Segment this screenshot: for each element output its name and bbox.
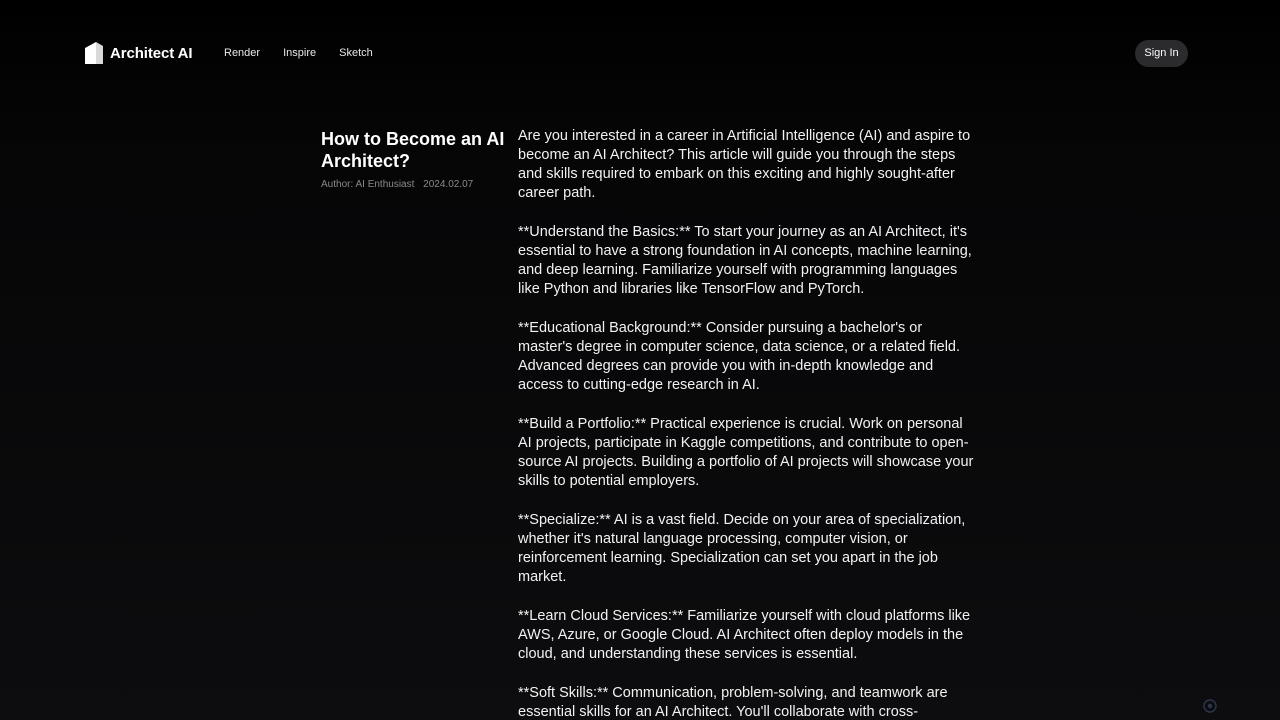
article-title: How to Become an AI Architect? <box>321 129 505 171</box>
sign-in-button[interactable]: Sign In <box>1135 40 1188 67</box>
brand-logo-link[interactable] <box>85 42 192 64</box>
article-paragraph: **Soft Skills:** Communication, problem-solving, and teamwork are essential skills for an AI Architect. You'll collaborate with cross- <box>518 685 948 720</box>
article-paragraph: **Learn Cloud Services:** Familiarize yourself with cloud platforms like AWS, Azure, or Google Cloud. AI Architect often deploy models in the cloud, and understanding these services is essential. <box>518 608 971 662</box>
article-paragraph: **Specialize:** AI is a vast field. Decide on your area of specialization, whether it's natural language processing, computer vision, or reinforcement learning. Specialization can set you apart in the job market. <box>518 512 966 585</box>
article-meta <box>321 178 506 192</box>
article-author: Author: AI Enthusiast <box>321 179 415 190</box>
brand-name: Architect AI <box>110 44 193 62</box>
nav-link-render[interactable]: Render <box>224 47 261 59</box>
gear-icon[interactable] <box>1203 699 1217 713</box>
article-sidebar <box>321 128 506 192</box>
article-paragraph: Are you interested in a career in Artificial Intelligence (AI) and aspire to become an AI Architect? This article will guide you through the steps and skills required to embark on this exciting and highly sought-after career path. <box>518 128 971 201</box>
building-logo-icon <box>85 42 103 64</box>
article-paragraph: **Understand the Basics:** To start your journey as an AI Architect, it's essential to have a strong foundation in AI concepts, machine learning, and deep learning. Familiarize yourself with programming languages like Python and libraries like TensorFlow and PyTorch. <box>518 224 972 297</box>
nav-link-sketch[interactable]: Sketch <box>339 47 373 59</box>
article-paragraph: **Build a Portfolio:** Practical experience is crucial. Work on personal AI projects, participate in Kaggle competitions, and contribute to open-source AI projects. Building a portfolio of AI projects will showcase your skills to potential employers. <box>518 416 974 489</box>
nav-link-inspire[interactable]: Inspire <box>283 47 317 59</box>
main-nav <box>224 46 396 60</box>
article-body <box>518 127 976 720</box>
top-navigation-bar <box>0 0 1280 106</box>
article-paragraph: **Educational Background:** Consider pursuing a bachelor's or master's degree in computer science, data science, or a related field. Advanced degrees can provide you with in-depth knowledge and access to cutting-edge research in AI. <box>518 320 961 393</box>
article-date: 2024.02.07 <box>423 179 474 190</box>
